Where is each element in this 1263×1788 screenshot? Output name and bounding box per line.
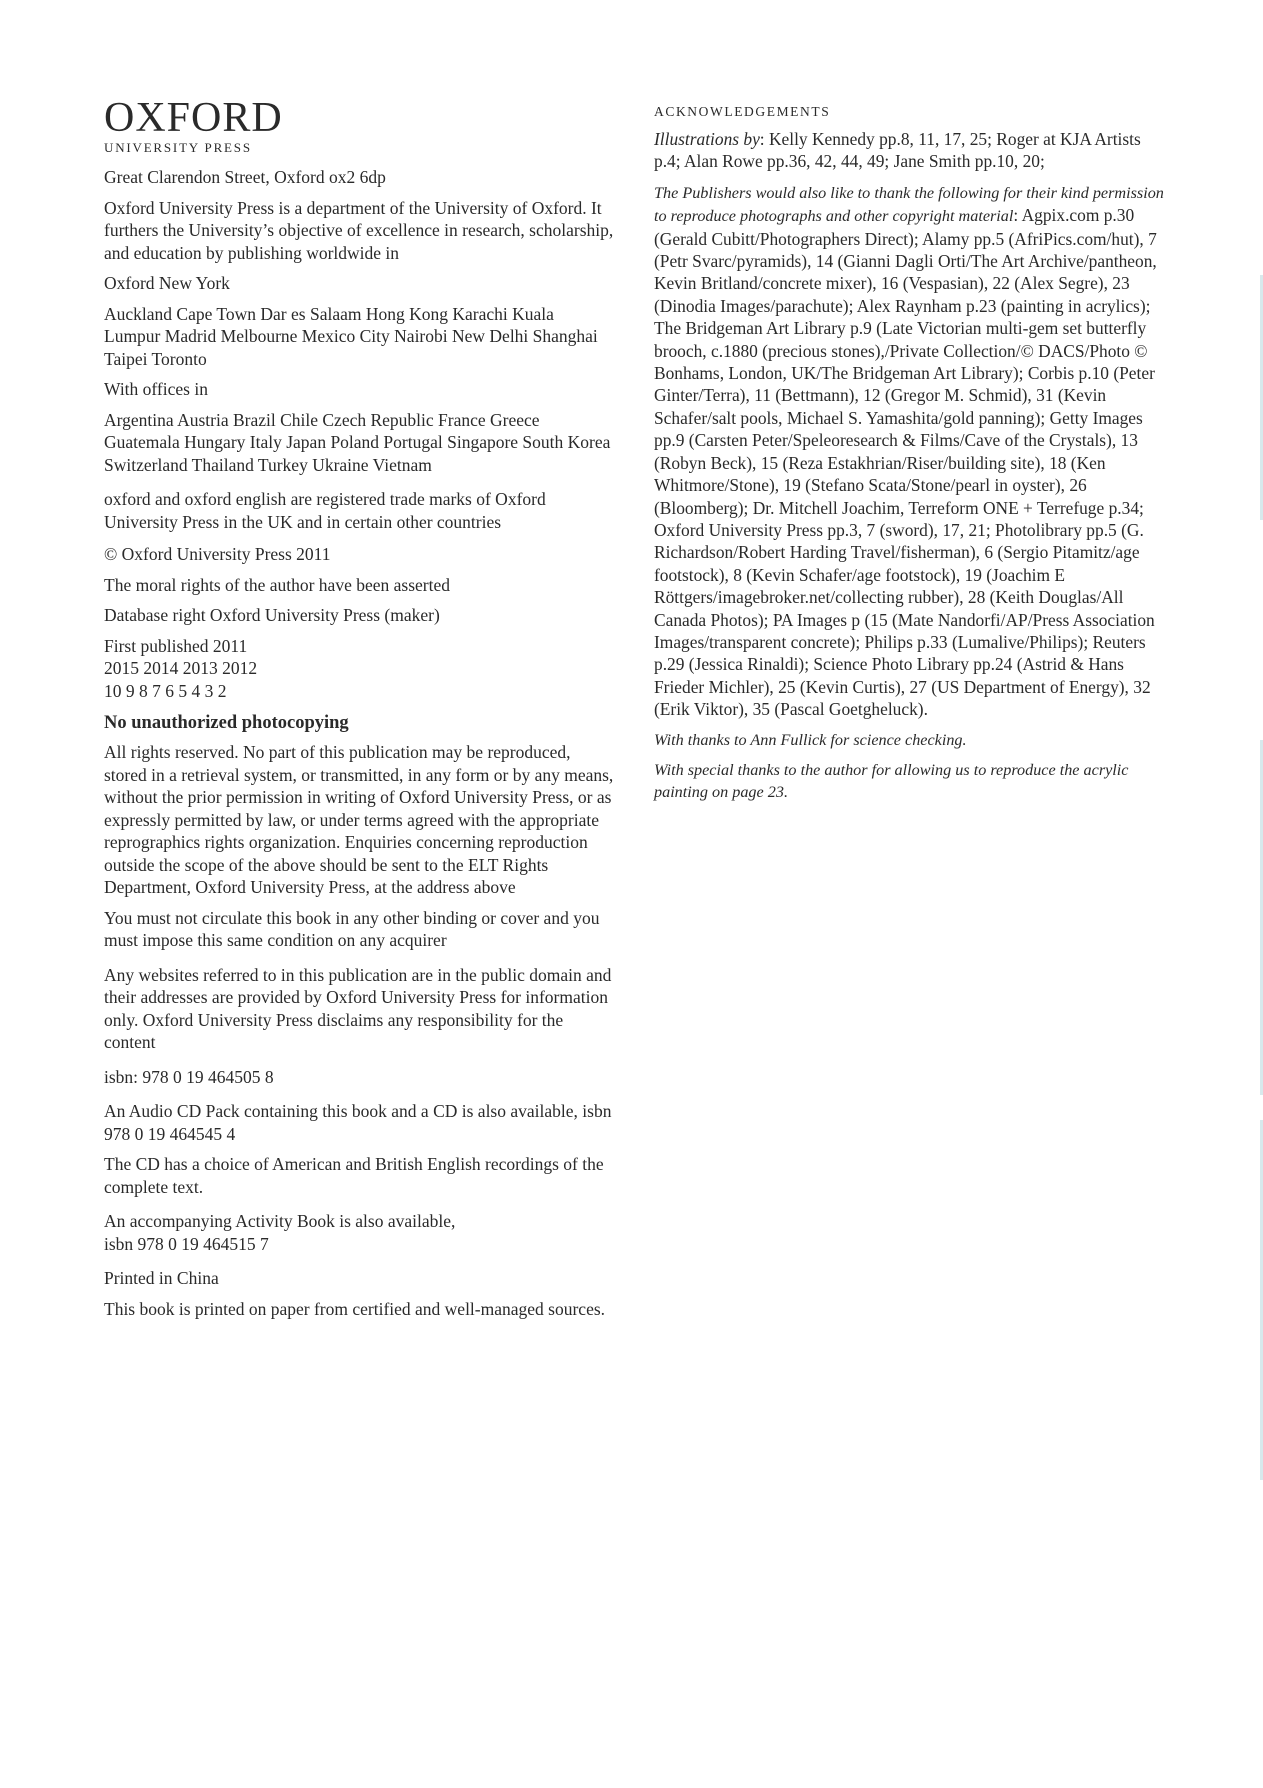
left-column xyxy=(104,95,614,1328)
cities-list: Auckland Cape Town Dar es Salaam Hong Kong Karachi Kuala Lumpur Madrid Melbourne Mexico City Nairobi New Delhi Shanghai Taipei Toronto xyxy=(104,303,598,369)
trademark-notice: oxford and oxford english are registered trade marks of Oxford University Press in the UK and in certain other countries xyxy=(104,489,546,532)
special-thanks: With special thanks to the author for allowing us to reproduce the acrylic painting on page 23. xyxy=(654,760,1129,801)
main-cities: Oxford New York xyxy=(104,273,230,293)
circulation-notice: You must not circulate this book in any other binding or cover and you must impose this same condition on any acquirer xyxy=(104,907,600,950)
logo-wordmark: OXFORD xyxy=(104,95,283,141)
right-column xyxy=(654,98,1169,811)
oxford-logo xyxy=(104,95,614,156)
illustrations-label: Illustrations by xyxy=(654,129,760,149)
publisher-intro: Oxford University Press is a department of the University of Oxford. It furthers the University’s objective of excellence in research, scholarship, and education by publishing worldwide in xyxy=(104,197,614,263)
first-published: First published 2011 xyxy=(104,635,248,656)
activity-book-isbn: isbn 978 0 19 464515 7 xyxy=(104,1233,269,1254)
publishers-thanks: The Publishers would also like to thank the following for their kind permission to reproduce photographs and other copyright material xyxy=(654,183,1164,226)
impression-line: 10 9 8 7 6 5 4 3 2 xyxy=(104,680,227,701)
audio-cd-notice: An Audio CD Pack containing this book and a CD is also available, isbn 978 0 19 464545 4 xyxy=(104,1101,612,1144)
acknowledgements-heading: ACKNOWLEDGEMENTS xyxy=(654,104,831,119)
photo-credits-text: : Agpix.com p.30 (Gerald Cubitt/Photographers Direct); Alamy pp.5 (AfriPics.com/hut), 7 (Petr Svarc/pyramids), 14 (Gianni Dagli Orti/The Art Archive/pantheon, Kevin Britland/concrete mixer), 16 (Vespasian), 22 (Alex Segre), 23 (Dinodia Images/parachute); Alex Raynham p.23 (painting in acrylics); The Bridgeman Art Library p.9 (Late Victorian multi-gem set butterfly brooch, c.1880 (precious stones),/Private Collection/© DACS/Photo © Bonhams, London, UK/The Bridgeman Art Library); Corbis p.10 (Peter Ginter/Terra), 11 (Bettmann), 12 (Gregor M. Schmid), 31 (Kevin Schafer/salt pools, Michael S. Yamashita/gold panning); Getty Images pp.9 (Carsten Peter/Speleoresearch & Films/Cave of the Crystals), 13 (Robyn Beck), 15 (Reza Estakhrian/Riser/building site), 18 (Ken Whitmore/Stone), 19 (Stefano Scata/Stone/pearl in oyster), 26 (Bloomberg); Dr. Mitchell Joachim, Terreform ONE + Terrefuge p.34; Oxford University Press pp.3, 7 (sword), 17, 21; Photolibrary pp.5 (G. Richardson/Robert Harding Travel/fisherman), 6 (Sergio Pitamitz/age footstock), 8 (Kevin Schafer/age footstock), 19 (Joachim E Röttgers/imagebroker.net/collecting rubber), 28 (Keith Douglas/All Canada Photos); PA Images p (15 (Mate Nandorfi/AP/Press Association Images/transparent concrete); Philips p.33 (Lumalive/Philips); Reuters p.29 (Jessica Rinaldi); Science Photo Library pp.24 (Astrid & Hans Frieder Michler), 25 (Kevin Curtis), 27 (US Department of Energy), 32 (Erik Viktor), 35 (Pascal Goetgheluck). xyxy=(654,205,1157,720)
isbn-line: isbn: 978 0 19 464505 8 xyxy=(104,1066,274,1087)
illustrations-text: : Kelly Kennedy pp.8, 11, 17, 25; Roger at KJA Artists p.4; Alan Rowe pp.36, 42, 44, 49; Jane Smith pp.10, 20; xyxy=(654,129,1141,172)
websites-disclaimer: Any websites referred to in this publication are in the public domain and their addresses are provided by Oxford University Press for information only. Oxford University Press disclaims any responsibility for the content xyxy=(104,964,612,1052)
printed-in: Printed in China xyxy=(104,1268,219,1288)
moral-rights-notice: The moral rights of the author have been asserted xyxy=(104,574,450,595)
illustrations-credits xyxy=(654,128,1169,173)
science-check-thanks: With thanks to Ann Fullick for science checking. xyxy=(654,730,967,749)
paper-notice: This book is printed on paper from certified and well-managed sources. xyxy=(104,1298,606,1319)
reprint-years: 2015 2014 2013 2012 xyxy=(104,658,258,678)
database-right-notice: Database right Oxford University Press (maker) xyxy=(104,605,440,625)
photo-credits xyxy=(654,181,1169,721)
no-photocopying-heading: No unauthorized photocopying xyxy=(104,713,349,733)
activity-book-notice: An accompanying Activity Book is also available, xyxy=(104,1211,456,1231)
rights-reserved-text: All rights reserved. No part of this publication may be reproduced, stored in a retrieval system, or transmitted, in any form or by any means, without the prior permission in writing of Oxford University Press, or as expressly permitted by law, or under terms agreed with the appropriate reprographics rights organization. Enquiries concerning reproduction outside the scope of the above should be sent to the ELT Rights Department, Oxford University Press, at the address above xyxy=(104,742,614,897)
offices-label: With offices in xyxy=(104,379,208,399)
logo-subtitle: UNIVERSITY PRESS xyxy=(104,140,252,155)
offices-list: Argentina Austria Brazil Chile Czech Republic France Greece Guatemala Hungary Italy Japan Poland Portugal Singapore South Korea Switzerland Thailand Turkey Ukraine Vietnam xyxy=(104,409,611,475)
publisher-address: Great Clarendon Street, Oxford ox2 6dp xyxy=(104,167,386,187)
copyright-notice: © Oxford University Press 2011 xyxy=(104,544,331,564)
cd-choice-notice: The CD has a choice of American and British English recordings of the complete text. xyxy=(104,1154,604,1197)
